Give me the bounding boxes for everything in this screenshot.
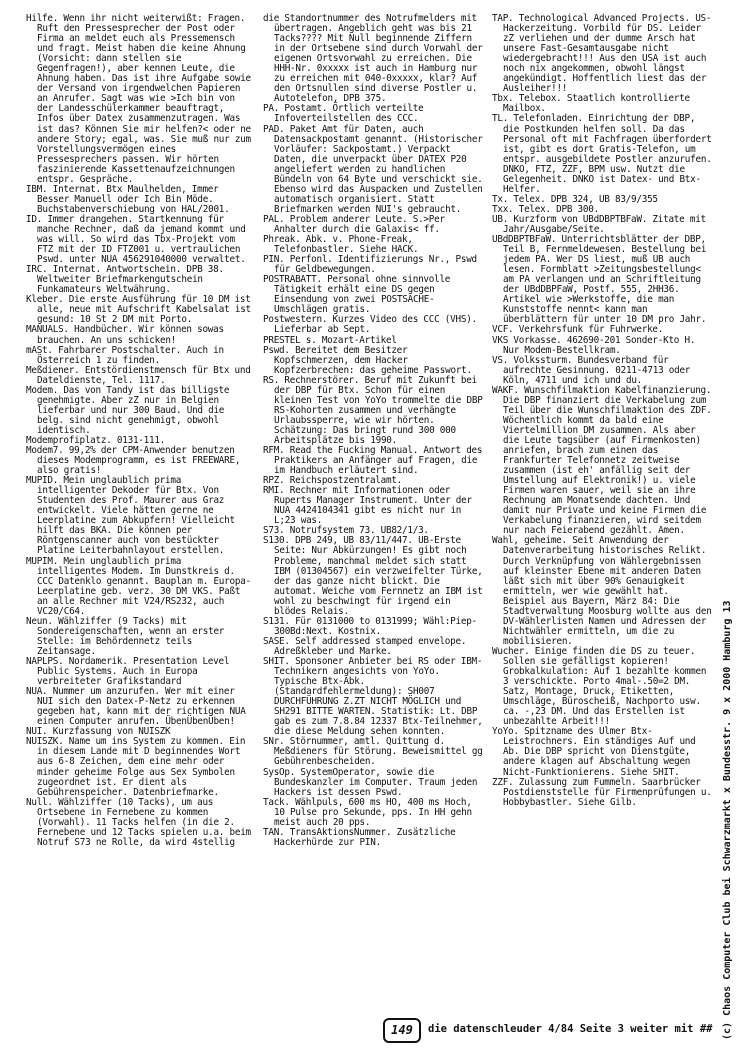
glossary-entry: RS. Rechnerstörer. Beruf mit Zukunft bei der DBP für Btx. Schon für einen kleinen Test von YoYo trommelte die DBP RS-Kohorten zusammen und verhängte Urlaubssperre, wie wir hörten. Schätzung: Das bringt rund 300 000 Arbeitsplätze bis 1990. <box>263 374 488 446</box>
glossary-entry: Phreak. Abk. v. Phone-Freak, Telefonbastler. Siehe HACK. <box>263 234 419 256</box>
entry-column-3 <box>492 14 716 808</box>
glossary-entry: MUPID. Mein unglaublich prima intelligenter Dekoder für Btx. Von Studenten des Prof. Maurer aus Graz entwickelt. Viele hätten gerne ne Leerplatine zum Abkupfern! Vielleicht hilft das BKA. Die können per Röntgenscanner auch von bestückter Platine Leiterbahnlayout erstellen. <box>26 475 241 557</box>
glossary-entry: TAP. Technological Advanced Projects. US-Hackerzeitung. Vorbild für DS. Leider zZ verliehen und der dumme Arsch hat unsere Fast-Gesamtausgabe nicht wiedergebracht!!! Aus den USA ist auch noch nix angekommen, obwohl längst angekündigt. Hoffentlich liest das der Ausleiher!!! <box>492 13 712 95</box>
glossary-entry: RMI. Rechner mit Informationen oder Ruperts Manager Instrument. Unter der NUA 4424104341 gibt es nicht nur in L;23 was. <box>263 485 478 527</box>
glossary-entry: IRC. Internat. Antwortschein. DPB 38. Weltweiter Briefmarkengutschein Funkamateurs Weltwährung. <box>26 264 230 296</box>
glossary-entry: TAN. TransAktionsNummer. Zusätzliche Hackerhürde zur PIN. <box>263 826 461 848</box>
glossary-entry: RPZ. Reichspostzentralamt. <box>263 475 403 487</box>
glossary-entry: MANUALS. Handbücher. Wir können sowas brauchen. An uns schicken! <box>26 324 230 346</box>
glossary-entry: UB. Kurzform von UBdDBPTBFaW. Zitate mit Jahr/Ausgabe/Seite. <box>492 213 712 235</box>
glossary-entry: VCF. Verkehrsfunk für Fuhrwerke. <box>492 324 664 336</box>
footer-text: die datenschleuder 4/84 Seite 3 weiter mit ## <box>428 1023 713 1035</box>
glossary-entry: WAKF. Wunschfilmaktion Kabelfinanzierung. Die DBP finanziert die Verkabelung zum Teil über die Wunschfilmaktion des ZDF. Wöchentlich kommt da bald eine Viertelmillion DM zusammen. Als aber die Leute tagsüber (auf Firmenkosten) anriefen, brach zum einen das Frankfurter Telefonnetz zeitweise zusammen (ist eh' anfällig seit der Umstellung auf Elektronik!) u. viele Firmen waren sauer, weil sie an ihre Rechnung am Monatsende dachten. Und damit nur Private und keine Firmen die Verkabelung finanzieren, wird seitdem nur nach Feierabend gezählt. Amen. <box>492 384 717 537</box>
glossary-entry: S131. Für 0131000 to 0131999; Wähl:Piep-300Bd:Next. Kostnix. <box>263 615 477 637</box>
glossary-entry: NAPLPS. Nordamerik. Presentation Level Public Systems. Auch in Europa verbreiteter Grafikstandard <box>26 656 235 688</box>
entry-column-2 <box>263 13 488 848</box>
glossary-entry: ZZF. Zulassung zum Fummeln. Saarbrücker Postdienststelle für Firmenprüfungen u. Hobbybastler. Siehe Gilb. <box>492 776 717 808</box>
page-footer <box>0 1020 750 1044</box>
glossary-entry: Null. Wählziffer (10 Tacks), um aus Ortsebene in Fernebene zu kommen (Vorwahl). 11 Tacks helfen (in die 2. Fernebene und 12 Tacks spielen u.a. beim Notruf S73 ne Rolle, da wird 4stellig <box>26 796 257 848</box>
glossary-entry: SysOp. SystemOperator, sowie die Bundeskanzler im Computer. Traum jeden Hackers ist dessen Pswd. <box>263 766 483 798</box>
glossary-entry: Pswd. Bereitet dem Besitzer Kopfschmerzen, dem Hacker Kopfzerbrechen: das geheime Passwort. <box>263 344 472 376</box>
glossary-entry: TL. Telefonladen. Einrichtung der DBP, die Postkunden helfen soll. Da das Personal oft mit Fachfragen überfordert ist, gibt es dort Gratis-Telefon, um entspr. ausgebildete Postler anzurufen. DNKO, FTZ, ZZF, BPM usw. Nutzt die Gelegenheit. DNKO ist Datex- und Btx-Helfer. <box>492 113 717 195</box>
glossary-entry: Wahl, geheime. Seit Anwendung der Datenverarbeitung historisches Relikt. Durch Verknüpfung von Wählergebnissen auf kleinster Ebene mit anderen Daten läßt sich mit über 90% Genauigkeit ermitteln, wer wie gewählt hat. Beispiel aus Bayern, März 84: Die Stadtverwaltung Moosburg wollte aus den DV-Wählerlisten Namen und Adressen der Nichtwähler ermitteln, um die zu mobilisieren. <box>492 535 717 647</box>
glossary-entry: PAL. Problem anderer Leute. S.>Per Anhalter durch die Galaxis< ff. <box>263 213 451 235</box>
glossary-entry: PAD. Paket Amt für Daten, auch Datensackpostamt genannt. (Historischer Vorläufer: Sackpostamt.) Verpackt Daten, die unverpackt über DATEX P20 angeliefert werden zu handlichen Bündeln von 64 Byte und verschickt sie. Ebenso wird das Auspacken und Zustellen automatisch organisiert. Statt Briefmarken werden NUI's gebraucht. <box>263 123 488 215</box>
glossary-entry: Postwestern. Kurzes Video des CCC (VHS). Lieferbar ab Sept. <box>263 314 483 336</box>
glossary-entry: NUA. Nummer um anzurufen. Wer mit einer NUI sich den Datex-P-Netz zu erkennen gegeben hat, kann mit der richtigen NUA einen Computer anrufen. ÜbenÜbenÜben! <box>26 686 251 728</box>
glossary-entry: Meßdiener. Entstördienstmensch für Btx und Dateldienste, Tel. 1117. <box>26 364 256 386</box>
glossary-entry: S130. DPB 249, UB 83/11/447. UB-Erste Seite: Nur Abkürzungen! Es gibt noch Probleme, manchmal meldet sich statt IBM (01304567) ein verzweifelter Türke, der das ganze nicht blickt. Die automat. Weiche vom Fernnetz an IBM ist wohl zu beschwingt für irgend ein blödes Relais. <box>263 535 488 617</box>
glossary-entry: NUISZK. Name um ins System zu kommen. Ein in diesem Lande mit D beginnendes Wort aus 6-8 Zeichen, dem eine mehr oder minder geheime Folge aus Sex Symbolen zugeordnet ist. Er dient als Gebührenspeicher. Datenbriefmarke. <box>26 736 251 798</box>
glossary-entry: PRESTEL s. Mozart-Artikel <box>263 334 397 346</box>
glossary-entry: Wucher. Einige finden die DS zu teuer. Sollen sie gefälligst kopieren! Grobkalkulation: Auf 1 bezahlte kommen 3 verschickte. Porto 4mal-.50=2 DM. Satz, Montage, Druck, Etiketten, Umschläge, Büroscheiß, Nachporto usw. ca. -,23 DM. Und das Erstellen ist unbezahlte Arbeit!!! <box>492 645 712 728</box>
entry-column-1 <box>26 13 257 848</box>
glossary-entry: Tbx. Telebox. Staatlich kontrollierte Mailbox. <box>492 93 696 115</box>
glossary-entry: VS. Volkssturm. Bundesverband für aufrechte Gesinnung. 0211-4713 oder Köln, 4711 und ich und du. <box>492 354 696 386</box>
glossary-entry: Modemprofiplatz. 0131-111. <box>26 434 166 446</box>
glossary-entry: Tack. Wählpuls, 600 ms HO, 400 ms Hoch, 10 Pulse pro Sekunde, pps. In HH gehn meist auch 20 pps. <box>263 796 478 828</box>
glossary-entry: die Standortnummer des Notrufmelders mit übertragen. Angeblich geht was bis 21 Tacks???? Mit Null beginnende Ziffern in der Ortsebene sind durch Vorwahl der eigenen Ortsvorwahl zu erreichen. Die HHH-Nr. 0xxxxx ist auch in Hamburg nur zu erreichen mit 040-0xxxxx, klar? Auf den Ortsnullen sind diverse Postler u. Autotelefon, DPB 375. <box>263 13 488 105</box>
glossary-entry: VKS Vorkasse. 462690-201 Sonder-Kto H. Nur Modem-Bestellkram. <box>492 334 701 356</box>
glossary-entry: mASt. Fahrbarer Postschalter. Auch in Österreich 1 zu finden. <box>26 344 230 366</box>
glossary-entry: Txx. Telex. DPB 300. <box>492 203 599 215</box>
glossary-entry: RFM. Read the Fucking Manual. Antwort des Praktikers an Anfänger auf Fragen, die im Handbuch erläutert sind. <box>263 445 488 477</box>
glossary-entry: Neun. Wählziffer (9 Tacks) mit Sondereigenschaften, wenn an erster Stelle: im Behördennetz teils Zeitansage. <box>26 615 230 657</box>
glossary-entry: Modem7. 99,2% der CPM-Anwender benutzen dieses Modemprogramm, es ist FREEWARE, also gratis! <box>26 445 246 477</box>
page-number-stamp: 149 <box>383 1018 421 1043</box>
glossary-entry: Hilfe. Wenn ihr nicht weiterwißt: Fragen. Ruft den Pressesprecher der Post oder Firma an meldet euch als Pressemensch und fragt. Meist haben die keine Ahnung (Vorsicht: dann stellen sie Gegenfragen!), aber kennen Leute, die Ahnung haben. Das ist ihre Aufgabe sowie der Versand von irgendwelchen Papieren an Anrufer. Sagt was wie >Ich bin von der Landesschülerkammer beauftragt, Infos über Datex zusammenzutragen. Was ist das? Können Sie mir helfen?< oder ne andere Story; egal, was. Sie muß nur zum Vorstellungsvermögen eines Pressesprechers passen. Wir hörten faszinierende Kassettenaufzeichnungen entspr. Gespräche. <box>26 13 257 185</box>
copyright-side-text: (c) Chaos Computer Club bei Schwarzmarkt x Bundesstr. 9 x 2000 Hamburg 13 <box>722 600 733 1040</box>
glossary-entry: NUI. Kurzfassung von NUISZK <box>26 726 171 738</box>
glossary-entry: SASE. Self addressed stamped envelope. Adreßkleber und Marke. <box>263 635 472 657</box>
glossary-entry: Tx. Telex. DPB 324, UB 83/9/355 <box>492 193 658 205</box>
glossary-entry: IBM. Internat. Btx Maulhelden, Immer Besser Manuell oder Ich Bin Möde. Buchstabenverschiebung von HAL/2001. <box>26 183 230 215</box>
glossary-entry: S73. Notrufsystem 73. UB82/1/3. <box>263 525 429 537</box>
glossary-entry: UBdDBPTBFaW. Unterrichtsblätter der DBP, Teil B, Fernmeldewesen. Bestellung bei jedem PA. Wer DS liest, muß UB auch lesen. Formblatt >Zeitungsbestellung< am PA verlangen und an Schriftleitung der UBdDBPFaW, Postf. 555, 2HH36. Artikel wie >Werkstoffe, die man Kunststoffe nennt< kann man überblättern für unter 10 DM pro Jahr. <box>492 234 712 326</box>
glossary-entry: ID. Immer drangehen. Startkennung für manche Rechner, daß da jemand kommt und was will. So wird das Tbx-Projekt vom FTZ mit der ID FTZ001 u. vertraulichen Pswd. unter NUA 456291040000 verwaltet. <box>26 213 251 266</box>
glossary-entry: MUPIM. Mein unglaublich prima intelligentes Modem. Im Dunstkreis d. CCC Datenklo genannt. Bauplan m. Europa-Leerplatine geb. verz. 30 DM VKS. Paßt an alle Rechner mit V24/RS232, auch VC20/C64. <box>26 555 251 617</box>
glossary-entry: Kleber. Die erste Ausführung für 10 DM ist alle, neue mit Aufschrift Kabelsalat ist gesund: 10 St 2 DM mit Porto. <box>26 294 257 326</box>
glossary-entry: PA. Postamt. Örtlich verteilte Infoverteilstellen des CCC. <box>263 103 429 125</box>
glossary-entry: Modem. Das von Tandy ist das billigste genehmigte. Aber zZ nur in Belgien lieferbar und nur 300 Baud. Und die belg. sind nicht genehmigt, obwohl identisch. <box>26 384 235 436</box>
glossary-entry: PIN. Perfonl. Identifizierungs Nr., Pswd für Geldbewegungen. <box>263 254 483 276</box>
glossary-entry: YoYo. Spitzname des Ulmer Btx-Leistrochners. Ein ständiges Auf und Ab. Die DBP spricht von Dienstgüte, andere klagen auf Abschaltung wegen Nicht-Funktionierens. Siehe SHIT. <box>492 726 701 778</box>
glossary-entry: SHIT. Sponsoner Anbieter bei RS oder IBM-Technikern angesichts von YoYo. Typische Btx-Abk. (Standardfehlermeldung): SH007 DURCHFÜHRUNG Z.ZT NICHT MÖGLICH und SH291 BITTE WARTEN. Statistik: Lt. DBP gab es zum 7.8.84 12337 Btx-Teilnehmer, die diese Meldung sehen konnten. <box>263 656 488 738</box>
glossary-entry: SNr. Störnummer, amtl. Quittung d. Meßdieners für Störung. Beweismittel gg Gebührenbescheiden. <box>263 736 488 768</box>
glossary-entry: POSTRABATT. Personal ohne sinnvolle Tätigkeit erhält eine DS gegen Einsendung von zwei POSTSACHE-Umschlägen gratis. <box>263 274 456 316</box>
